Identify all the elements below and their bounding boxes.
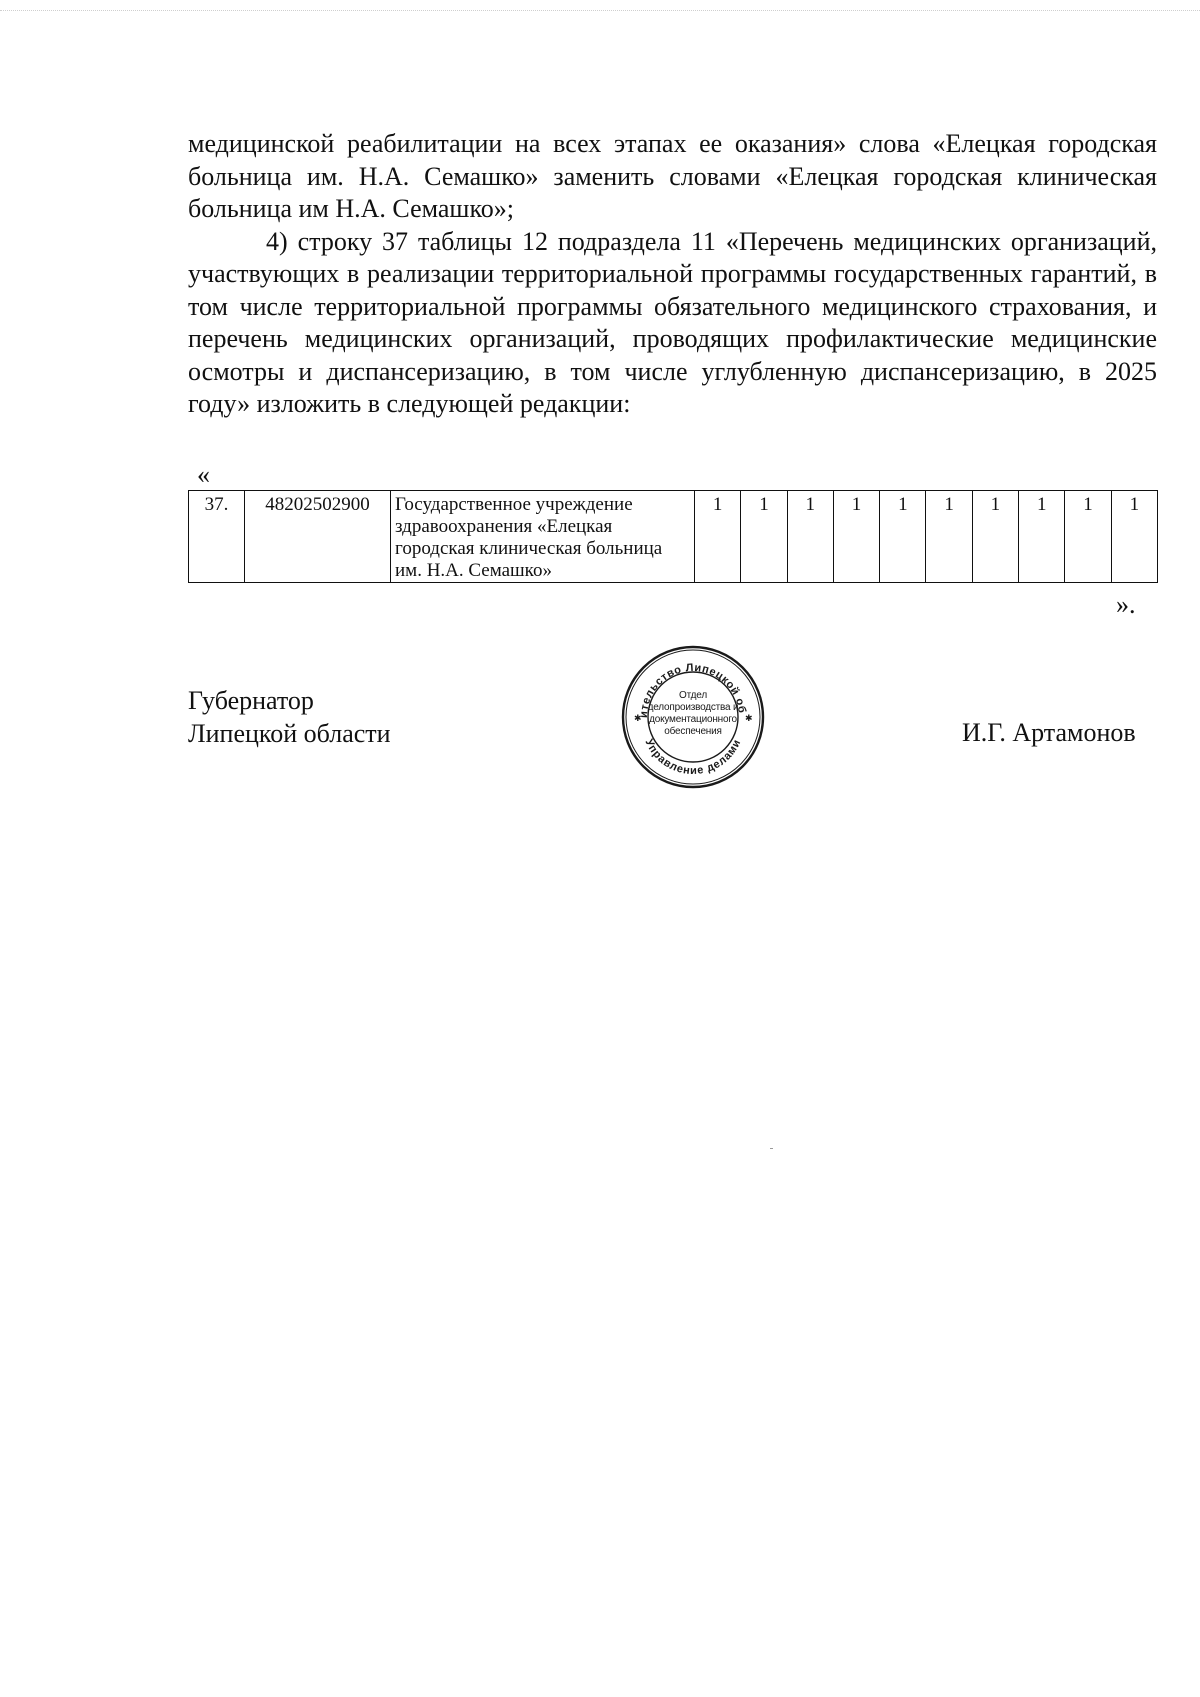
value-cell: 1: [880, 491, 926, 583]
seal-ring-bottom-text: Управление делами: [642, 737, 744, 778]
document-body: [188, 128, 1157, 421]
seal-center-line: Отдел: [679, 690, 707, 701]
seal-center-line: обеспечения: [664, 726, 722, 737]
seal-center-line: делопроизводства и: [647, 702, 739, 713]
row-number-cell: 37.: [189, 491, 245, 583]
svg-text:✱: ✱: [745, 714, 753, 724]
paragraph-continuation: медицинской реабилитации на всех этапах ее оказания» слова «Елецкая городская больница им. Н.А. Семашко» заменить словами «Елецкая городская клиническая больница им Н.А. Семашко»;: [188, 129, 1157, 223]
value-cell: 1: [1065, 491, 1111, 583]
value-cell: 1: [926, 491, 972, 583]
svg-text:✱: ✱: [634, 714, 642, 724]
value-cell: 1: [833, 491, 879, 583]
value-cell: 1: [787, 491, 833, 583]
organization-code-cell: 48202502900: [245, 491, 391, 583]
closing-quote-mark: ».: [1116, 590, 1136, 619]
amended-table-row: [188, 490, 1158, 583]
signatory-title-line: Липецкой области: [188, 719, 391, 748]
value-cell: 1: [695, 491, 741, 583]
seal-center-line: документационного: [649, 714, 737, 725]
opening-quote-mark: «: [197, 460, 210, 489]
svg-text:Управление делами: [642, 737, 743, 777]
value-cell: 1: [972, 491, 1018, 583]
signatory-title-line: Губернатор: [188, 686, 314, 715]
value-cell: 1: [741, 491, 787, 583]
paragraph-amendment-4: 4) строку 37 таблицы 12 подраздела 11 «Перечень медицинских организаций, участвующих в реализации территориальной программы государственных гарантий, в том числе территориальной программы обязательного медицинского страхования, и перечень медицинских организаций, проводящих профилактические медицинские осмотры и диспансеризацию, в том числе углубленную диспансеризацию, в 2025 году» изложить в следующей редакции:: [188, 226, 1157, 418]
seal-ring-top-text: ительство Липецкой об: [637, 661, 748, 719]
value-cell: 1: [1111, 491, 1157, 583]
organization-name-cell: Государственное учреждение здравоохранения «Елецкая городская клиническая больница им. Н.А. Семашко»: [391, 491, 695, 583]
table-row: [189, 491, 1158, 583]
scan-edge-line: [0, 10, 1200, 11]
signatory-title: [188, 684, 391, 750]
seal-center-text: [647, 690, 739, 738]
value-cell: 1: [1019, 491, 1065, 583]
scan-speck: [770, 1148, 773, 1149]
official-seal: [620, 644, 766, 790]
signatory-name: И.Г. Артамонов: [962, 718, 1136, 747]
